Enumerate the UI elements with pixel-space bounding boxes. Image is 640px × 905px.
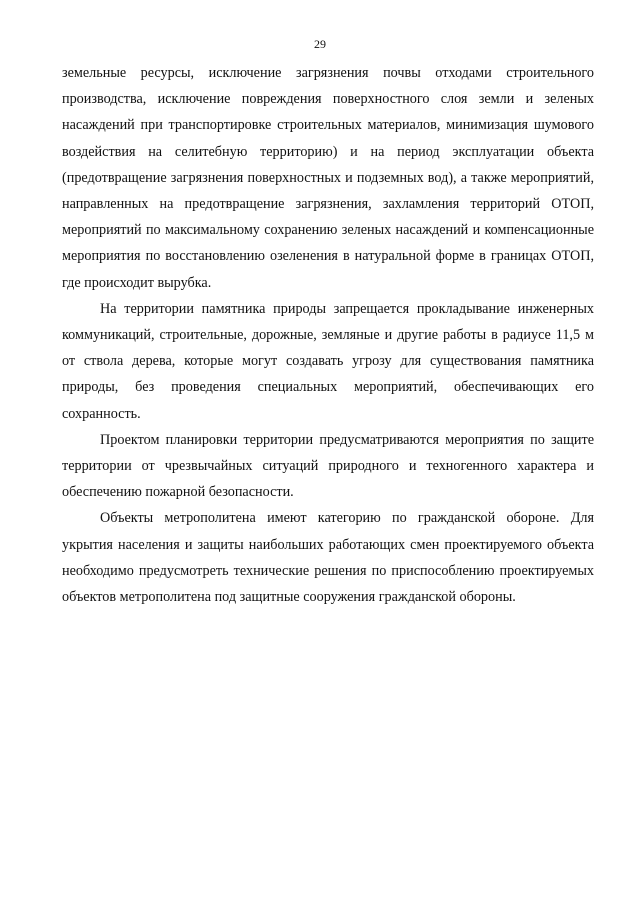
page-number: 29: [314, 37, 326, 51]
paragraph-nature-monument: На территории памятника природы запрещается прокладывание инженерных коммуникаций, строительные, дорожные, земляные и другие работы в радиусе 11,5 м от ствола дерева, которые могут создавать угрозу для существования памятника природы, без проведения специальных мероприятий, обеспечивающих его сохранность.: [62, 300, 594, 422]
paragraph-emergency-protection: Проектом планировки территории предусматриваются мероприятия по защите территории от чрезвычайных ситуаций природного и техногенного характера и обеспечению пожарной безопасности.: [62, 431, 594, 501]
document-body: [62, 60, 594, 610]
paragraph-continuation: земельные ресурсы, исключение загрязнения почвы отходами строительного производства, исключение повреждения поверхностного слоя земли и зеленых насаждений при транспортировке строительных материалов, минимизация шумового воздействия на селитебную территорию) и на период эксплуатации объекта (предотвращение загрязнения поверхностных и подземных вод), а также мероприятий, направленных на предотвращение загрязнения, захламления территорий ОТОП, мероприятий по максимальному сохранению зеленых насаждений и компенсационные мероприятия по восстановлению озеленения в натуральной форме в границах ОТОП, где происходит вырубка.: [62, 65, 594, 291]
paragraph-civil-defense: Объекты метрополитена имеют категорию по гражданской обороне. Для укрытия населения и защиты наибольших работающих смен проектируемого объекта необходимо предусмотреть технические решения по приспособлению проектируемых объектов метрополитена под защитные сооружения гражданской обороны.: [62, 510, 594, 606]
